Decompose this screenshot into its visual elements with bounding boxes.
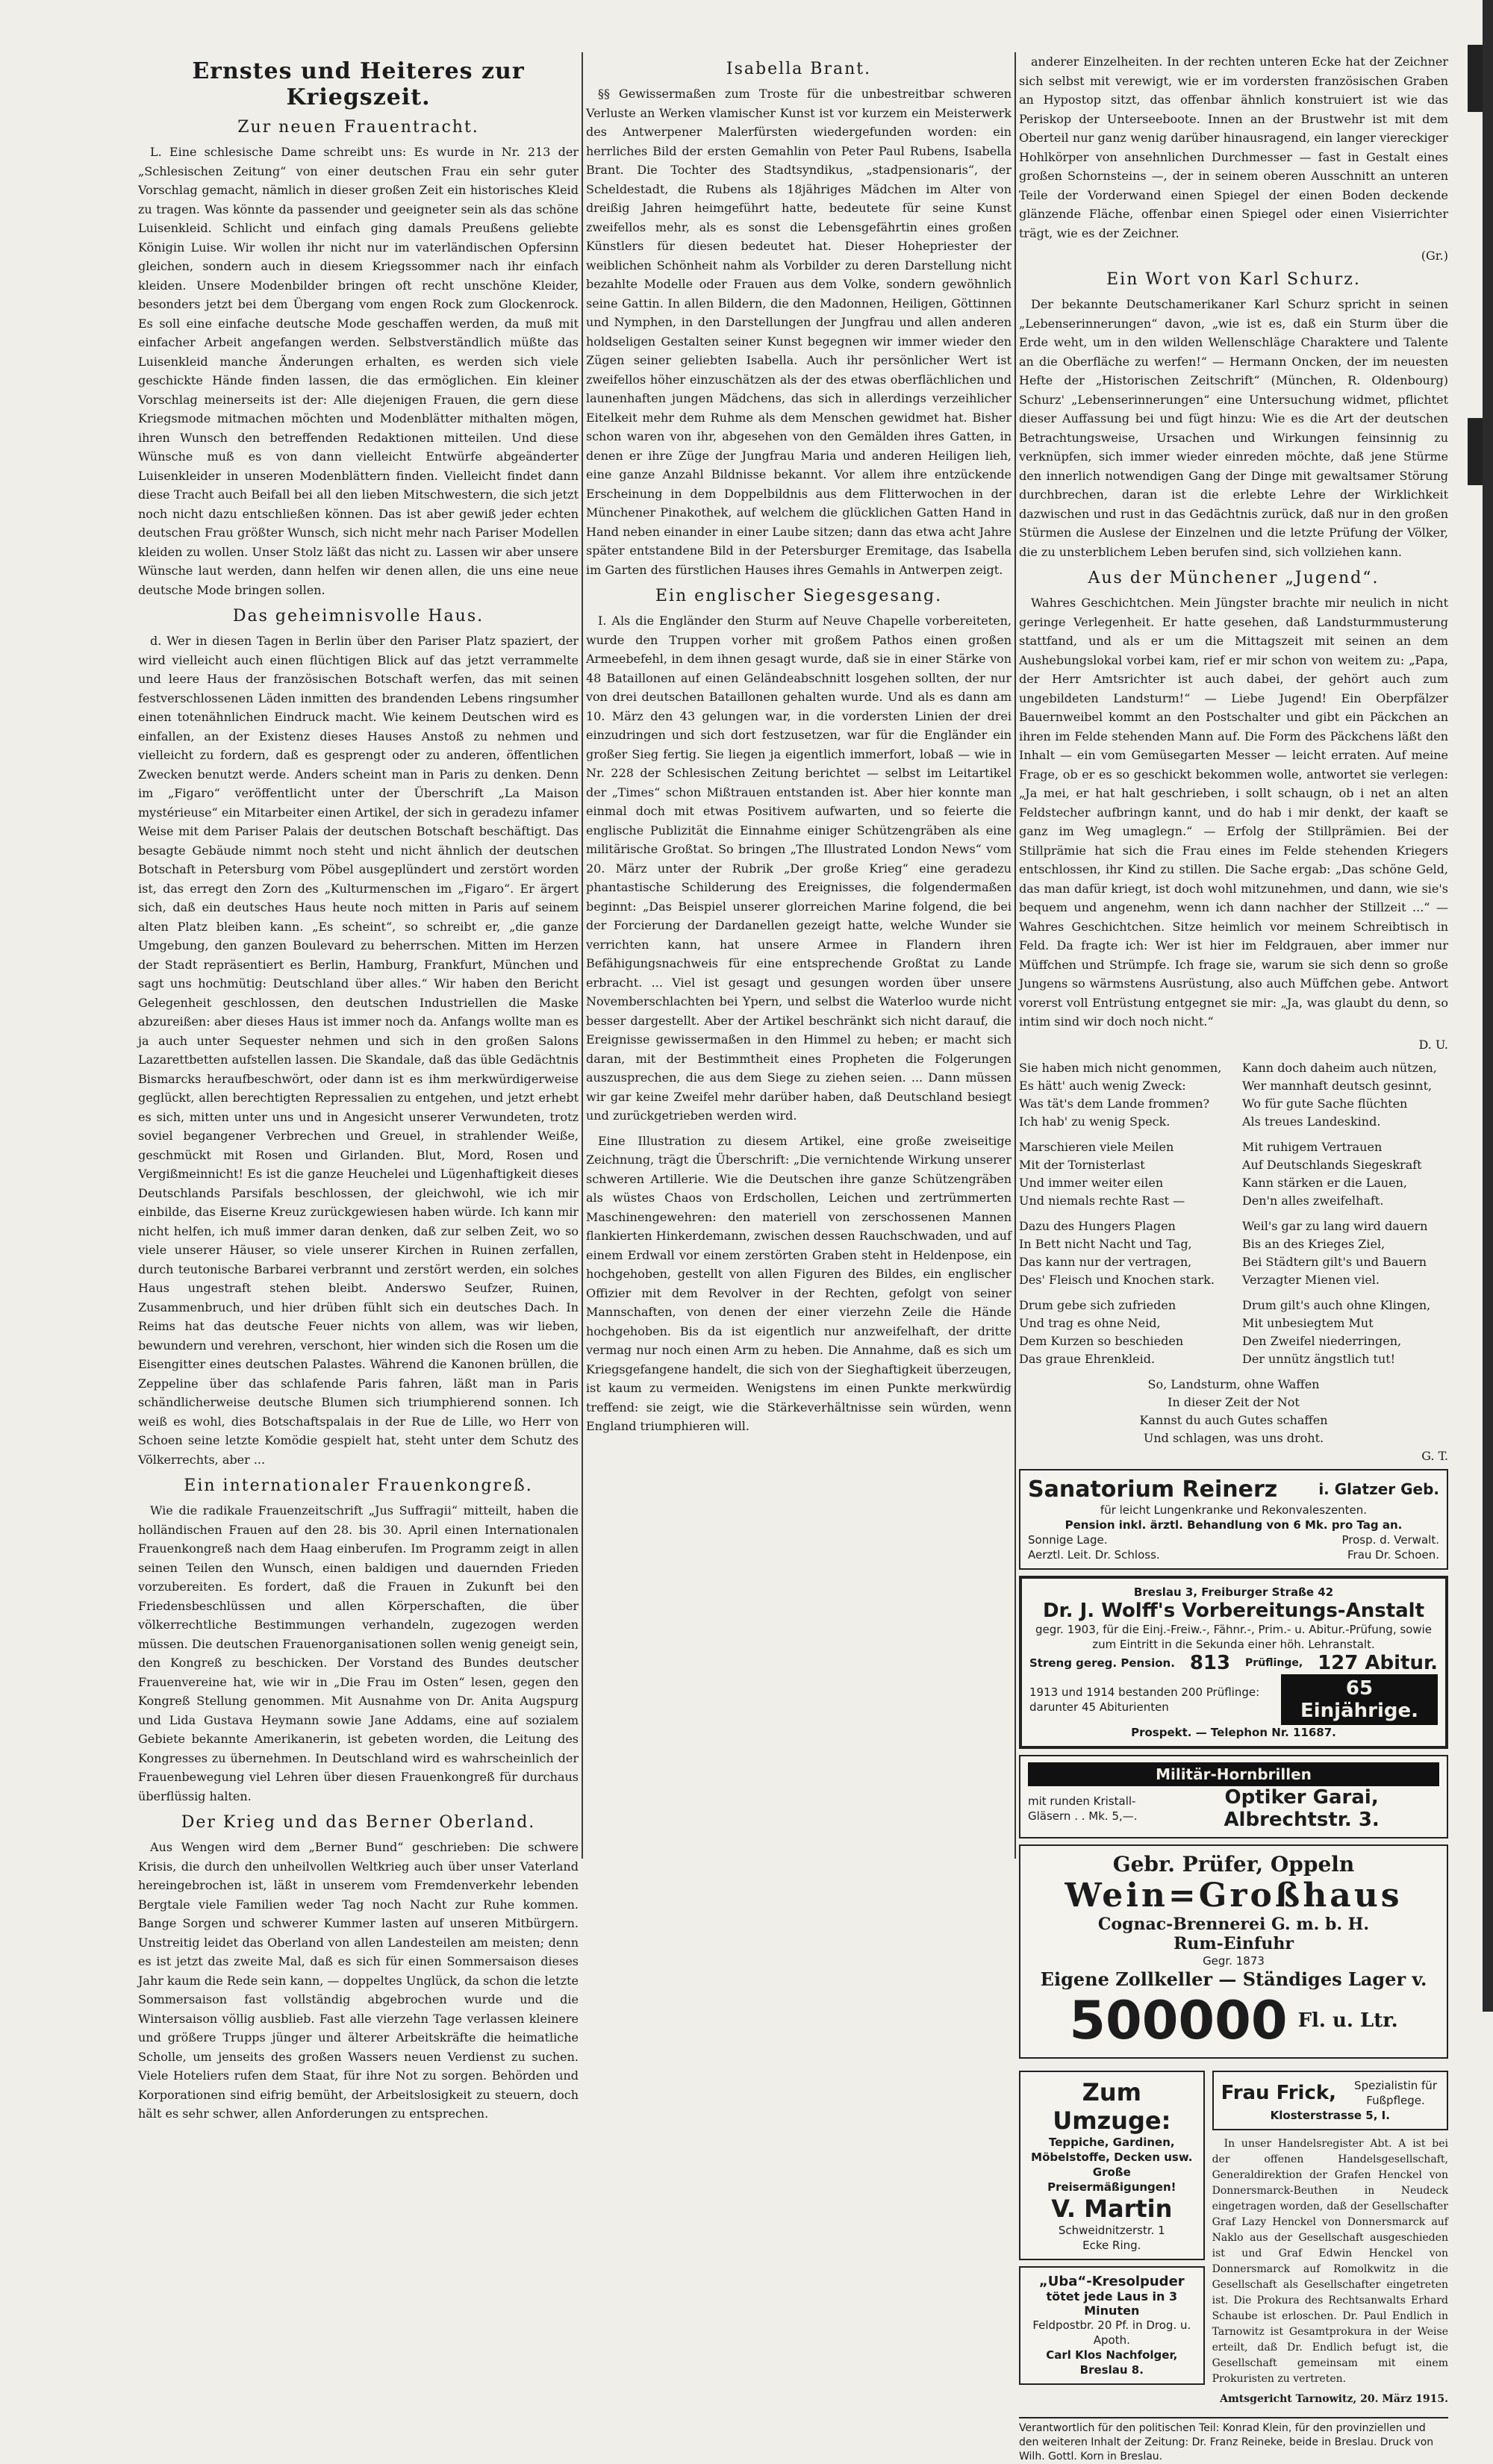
- article-body: Aus Wengen wird dem „Berner Bund“ geschrieben: Die schwere Krisis, die durch den unheilvollen Weltkrieg auch über unser Vaterland hereingebrochen ist, läßt in unserem vom Fremdenverkehr lebenden Bergtale viele Familien weder Tag noch Nacht zur Ruhe kommen. Bange Sorgen und schwerer Kummer lasten auf unseren Mitbürgern. Unstreitig leidet das Oberland von allen Landesteilen am meisten; denn es ist jetzt das zweite Mal, daß es sich für einen Sommersaison dieses Jahr kaum die Rede sein kann, — doppeltes Unglück, da schon die letzte Sommersaison fast vollständig abgebrochen wurde und die Wintersaison völlig ausblieb. Fast alle vierzehn Tage verlassen kleinere und größere Trupps jünger und älterer Arbeitskräfte die heimatliche Scholle, um jenseits des großen Wassers neuen Verdienst zu suchen. Viele Hoteliers rufen dem Staat, für ihre Not zu sorgen. Behörden und Korporationen sind eifrig bemüht, der Arbeitslosigkeit zu steuern, doch hält es sehr schwer, allen Anforderungen zu entsprechen.: [138, 1840, 579, 2121]
- poem-closing: So, Landsturm, ohne Waffen In dieser Zeit der Not Kannst du auch Gutes schaffen Und schlagen, was uns droht.: [1139, 1376, 1328, 1445]
- ad-text: mit runden Kristall-Gläsern . . Mk. 5,—.: [1028, 1794, 1138, 1823]
- ad-kresolpuder: [1019, 2266, 1205, 2385]
- ad-text: Ecke Ring.: [1082, 2238, 1141, 2252]
- ad-heading: Gebr. Prüfer, Oppeln: [1112, 1851, 1355, 1877]
- article-body: I. Als die Engländer den Sturm auf Neuve Chapelle vorbereiteten, wurde den Truppen vorher mit großem Pathos einen großen Armeebefehl, in dem ihnen gesagt wurde, daß sie in einer Stärke von 48 Bataillonen auf einen Geländeabschnitt losgehen sollten, der nur von drei deutschen Bataillonen gehalten wurde. Und als es dann am 10. März den 43 gelungen war, in die vordersten Linien der drei einzudringen und sich dort festzusetzen, war für die Engländer ein großer Sieg fertig. Sie liegen ja eigentlich immerfort, lobaß — wie in Nr. 228 der Schlesischen Zeitung berichtet — selbst im Leitartikel der „Times“ schon Mißtrauen entstanden ist. Aber hier konnte man einmal doch mit etwas Positivem aufwarten, und so feierte die englische Publizität die Einnahme einiger Schützengräben als eine militärische Großtat. So bringen „The Illustrated London News“ vom 20. März unter der Rubrik „Der große Krieg“ eine geradezu phantastische Schilderung des Ereignisses, die folgendermaßen beginnt: „Das Beispiel unserer glorreichen Marine folgend, die bei der Forcierung der Dardanellen gezeigt hatte, welche Wunder sie verrichten kann, hat unsere Armee in Flandern ihren Befähigungsnachweis für eine entsprechende Großtat zu Lande erbracht. ... Viel ist gesagt und gesungen worden über unsere Novemberschlachten bei Ypern, und selbst die Waterloo wurde nicht besser dargestellt. Aber der Artikel beschränkt sich nicht darauf, die Ereignisse gewissermaßen in den Himmel zu heben; er macht sich daran, mit der Bestimmtheit eines Propheten die Folgerungen auszusprechen, die aus dem Siege zu ziehen seien. ... Dann müssen wir gar keine Zweifel mehr darüber haben, daß Deutschland besiegt und zurückgetrieben werden wird.: [586, 614, 1012, 1123]
- ad-address: Breslau 3, Freiburger Straße 42: [1133, 1585, 1334, 1599]
- article-title: Ein englischer Siegesgesang.: [655, 587, 943, 605]
- ad-number: 500000: [1069, 1989, 1288, 2051]
- page-edge-mark: [1468, 45, 1483, 112]
- ad-heading: Umzuge:: [1053, 2106, 1171, 2135]
- ad-text: Sonnige Lage.: [1028, 1532, 1108, 1547]
- ad-heading: „Uba“-Kresolpuder: [1038, 2273, 1185, 2289]
- ad-text: Große Preisermäßigungen!: [1047, 2165, 1176, 2194]
- ad-number: 813: [1189, 1651, 1231, 1674]
- page-edge-mark: [1468, 418, 1483, 485]
- ad-text: tötet jede Laus in 3 Minuten: [1046, 2289, 1178, 2318]
- masthead: Ernstes und Heiteres zur Kriegszeit.: [192, 58, 525, 110]
- ad-heading: Zum: [1082, 2077, 1141, 2106]
- article-body: d. Wer in diesen Tagen in Berlin über den Pariser Platz spaziert, der wird vielleicht auch einen flüchtigen Blick auf das jetzt verrammelte und leere Haus der französischen Botschaft werfen, das mit seinen festverschlossenen Läden inmitten des brandenden Lebens ringsumher einen totenähnlichen Eindruck macht. Wie keinem Deutschen wird es einfallen, an der Existenz dieses Hauses Anstoß zu nehmen und vielleicht zu fordern, daß es gesprengt oder zu anderen, öffentlichen Zwecken benutzt werde. Anders scheint man in Paris zu denken. Denn im „Figaro“ veröffentlicht unter der Überschrift „La Maison mystérieuse“ ein Mitarbeiter einen Artikel, der sich in geradezu infamer Weise mit dem Pariser Palais der deutschen Botschaft beschäftigt. Das besagte Gebäude nimmt noch steht und nicht ähnlich der deutschen Botschaft in Petersburg vom Pöbel ausgeplündert und zerstört worden ist, das erregt den Zorn des „Kulturmenschen im „Figaro“. Er ärgert sich, daß ein deutsches Haus heute noch mitten in Paris auf seinem alten Platz bleiben kann. „Es scheint“, so schreibt er, „die ganze Umgebung, den ganzen Boulevard zu beherrschen. Mitten im Herzen der Stadt repräsentiert es Berlin, Hamburg, Frankfurt, München und sagt uns hochmütig: Deutschland über alles.“ Wir haben den Bericht Gelegenheit geschlossen, den deutschen Industriellen die Maske abzureißen: aber dieses Haus ist immer noch da. Anfangs wollte man es ja auch unter Sequester nehmen und sich in den großen Salons Lazarettbetten aufstellen lassen. Die Skandale, daß das üble Gedächtnis Bismarcks heraufbeschwört, oder dann ist es ihm merkwürdigerweise geglückt, allen berechtigten Repressalien zu entgehen, und jetzt erhebt es sich, mitten unter uns und in Angesicht unserer Verwundeten, trotz soviel begangener Verbrechen und Greuel, in strahlender Weiße, geschmückt mit Rosen und Girlanden. Blut, Mord, Rosen und Vergißmeinnicht! Es ist die ganze Heuchelei und Lügenhaftigkeit dieses Deutschlands Parsifals beschlossen, der gleichwohl, wie ich mir einbilde, das Eiserne Kreuz zurückgewiesen haben würde. Ich kann mir nicht helfen, ich muß immer daran denken, daß zur selben Zeit, wo so viele unserer Häuser, so viele unserer Kirchen in Ruinen zerfallen, durch teutonische Barbarei verbrannt und zerstört werden, ein solches Haus ungestraft stehen bleibt. Anderswo Seufzer, Ruinen, Zusammenbruch, und hier drüben fühlt sich ein deutsches Dach. In Reims hat das deutsche Feuer nichts von allem, was wir lieben, bewundern und verehren, verschont, hier winden sich die Rosen um die Eisengitter eines deutschen Palastes. Während die Kanonen brüllen, die Zeppeline über das schlafende Paris fahren, läßt man in Paris schändlicherweise deutsche Blumen sich triumphierend sonnen. Ich weiß es wohl, dies Botschaftspalais in der Rue de Lille, wo Herr von Schoen seine letzte Komödie gespielt hat, steht unter dem Schutz des Völkerrechts, aber ...: [138, 634, 579, 1467]
- column-rule: [1014, 52, 1016, 1859]
- register-signature: Amtsgericht Tarnowitz, 20. März 1915.: [1220, 2392, 1448, 2405]
- ad-heading: Sanatorium Reinerz: [1028, 1476, 1278, 1503]
- ad-moving-sale: [1019, 2071, 1205, 2260]
- ad-text: Rum-Einfuhr: [1173, 1933, 1294, 1953]
- ad-text: Pension inkl. ärztl. Behandlung von 6 Mk. pro Tag an.: [1065, 1518, 1403, 1532]
- signature: G. T.: [1421, 1448, 1448, 1463]
- ad-heading: Optiker Garai, Albrechtstr. 3.: [1224, 1785, 1380, 1831]
- poem-stanzas: [1019, 1059, 1448, 1131]
- poem-stanzas: [1019, 1297, 1448, 1368]
- ad-text: für leicht Lungenkranke und Rekonvaleszenten.: [1100, 1503, 1368, 1517]
- poem-stanza: Sie haben mich nicht genommen, Es hätt' auch wenig Zweck: Was tät's dem Lande frommen? Ich hab' zu wenig Speck.: [1019, 1060, 1222, 1129]
- poem-stanza: Drum gebe sich zufrieden Und trag es ohne Neid, Dem Kurzen so beschieden Das graue Ehrenkleid.: [1019, 1297, 1184, 1366]
- article-title: Aus der Münchener „Jugend“.: [1088, 569, 1380, 587]
- article-body: Eine Illustration zu diesem Artikel, eine große zweiseitige Zeichnung, trägt die Überschrift: „Die vernichtende Wirkung unserer schweren Artillerie. Wie die Deutschen ihre ganze Schützengräben als wüstes Chaos von Erdschollen, Leichen und zertrümmerten Maschinengewehren: den materiell von zerschossenen Mannen flankierten Hinkerdemann, zwischen dessen Rauchschwaden, und auf einem Erdwall vor einem zerstörten Graben steht in Heldenpose, ein hochgehoben, gestellt von allen Figuren des Bildes, ein englischer Offizier mit dem Revolver in der Rechten, gefolgt von seiner Mannschaften, von denen der einer vierzehn Zeile die Hände hochgehoben. Bis da ist eigentlich nur anzweifelhaft, der dritte vermag nur noch einen Arm zu heben. Die Annahme, daß es sich um Kriegsgefangene handelt, die sich von der Sieghaftigkeit überzeugen, ist kaum zu vermeiden. Wenigstens im einen Punkte merkwürdig treffend: sie zeigt, wie die Stärkeverhältnisse sein würden, wenn England triumphieren will.: [586, 1133, 1012, 1433]
- ad-sanatorium: [1019, 1469, 1448, 1570]
- article-title: Isabella Brant.: [726, 60, 872, 78]
- ad-heading: V. Martin: [1051, 2194, 1173, 2223]
- ad-number: 127 Abitur.: [1318, 1651, 1438, 1674]
- ad-footer: Prospekt. — Telephon Nr. 11687.: [1131, 1725, 1336, 1739]
- ad-address: Klosterstrasse 5, I.: [1270, 2108, 1390, 2122]
- poem-stanza: Dazu des Hungers Plagen In Bett nicht Nacht und Tag, Das kann nur der vertragen, Des' Fleisch und Knochen stark.: [1019, 1218, 1215, 1287]
- ad-heading: Militär-Hornbrillen: [1028, 1762, 1439, 1786]
- article-body: Der bekannte Deutschamerikaner Karl Schurz spricht in seinen „Lebenserinnerungen“ davon, „wie ist es, daß ein Sturm über die Erde weht, um in den wilden Wellenschläge Charaktere und Talente an die Oberfläche zu werfen!“ — Hermann Oncken, der im neuesten Hefte der „Historischen Zeitschrift“ (München, R. Oldenbourg) Schurz' „Lebenserinnerungen“ eine Untersuchung widmet, pflichtet dieser Auffassung bei und fügt hinzu: Wie es die Art der deutschen Betrachtungsweise, Ursachen und Wirkungen feinsinnig zu verknüpfen, sich immer wieder einreden möchte, daß jene Stürme den innerlich notwendigen Gang der Dinge mit gewaltsamer Störung durchbrechen, daran ist die erlebte Lehre der Wirklichkeit dazwischen und rust in das Gedächtnis zurück, daß nur in den großen Stürmen die Auslese der Einzelnen und die letzte Prüfung der Völker, die zu unsterblichem Leben berufen sind, sich vollziehen kann.: [1019, 297, 1448, 559]
- column-rule: [582, 52, 583, 1859]
- column-3: [1019, 52, 1448, 2463]
- article-body: Wie die radikale Frauenzeitschrift „Jus Suffragii“ mitteilt, haben die holländischen Frauen auf den 28. bis 30. April einen Internationalen Frauenkongreß nach dem Haag einberufen. Im Programm zeigt in allen seinen Teilen den Wunsch, einen baldigen und dauernden Frieden vorzubereiten. Es fordert, daß die Frauen in Zukunft bei den Friedensbeschlüssen und allen Körperschaften, die über völkerrechtliche Bestimmungen verhandeln, zugezogen werden müssen. Die deutschen Frauenorganisationen sollen wenig geneigt sein, den Kongreß zu beschicken. Der Vorstand des Bundes deutscher Frauenvereine hat, wie wir in „Die Frau im Osten“ lesen, gegen den Kongreß Stellung genommen. Mit Ausnahme von Dr. Anita Augspurg und Lida Gustava Heymann sowie Jane Addams, eine auf sozialem Gebiete bekannte Amerikanerin, ist gebeten worden, die Leitung des Kongresses zu übernehmen. In Deutschland wird es wahrscheinlich der Frauenbewegung viel Lehren über diesen Frauenkongreß für durchaus überflüssig halten.: [138, 1503, 579, 1803]
- article-body: L. Eine schlesische Dame schreibt uns: Es wurde in Nr. 213 der „Schlesischen Zeitung“ von einer deutschen Frau ein sehr guter Vorschlag gemacht, nämlich in dieser großen Zeit ein historisches Kleid zu tragen. Was könnte da passender und geeigneter sein als das schöne Luisenkleid. Schlicht und einfach ging damals Preußens geliebte Königin Luise. Wir wollen ihr nicht nur im vaterländischen Opfersinn gleichen, sondern auch in diesem Kriegssommer nach ihr einfach kleiden. Unsere Modenbilder bringen oft recht unschöne Kleider, besonders jetzt bei dem Übergang vom engen Rock zum Glockenrock. Es soll eine einfache deutsche Mode geschaffen werden, da muß mit einfacher Arbeit angefangen werden. Selbstverständlich müßte das Luisenkleid manche Änderungen erhalten, es werden sich viele geschickte Hände finden lassen, die das ermöglichen. Ein kleiner Vorschlag meinerseits ist der: Alle diejenigen Frauen, die gern diese Kriegsmode mitmachen möchten und Modenblätter mithalten mögen, ihren Wunsch den betreffenden Redaktionen mitteilen. Und diese Wünsche muß es von dann vielleicht Entwürfe abgeänderter Luisenkleider in unseren Modenblättern finden. Vielleicht findet dann diese Tracht auch Beifall bei all den lieben Mitschwestern, die sich jetzt noch nicht dazu entschließen können. Das ist aber gewiß jeder echten deutschen Frau größter Wunsch, sich nicht mehr nach Pariser Modellen kleiden zu wollen. Unser Stolz läßt das nicht zu. Lassen wir aber unsere Wünsche laut werden, dann helfen wir denen allen, die uns eine neue deutsche Mode bringen sollen.: [138, 145, 579, 597]
- ad-text: Aerztl. Leit. Dr. Schloss.: [1028, 1547, 1160, 1562]
- poem-stanzas: [1019, 1138, 1448, 1210]
- poem-stanza: Weil's gar zu lang wird dauern Bis an des Krieges Ziel, Bei Städtern gilt's und Bauern Verzagter Mienen viel.: [1242, 1218, 1428, 1287]
- signature: (Gr.): [1421, 249, 1448, 263]
- ad-optiker: [1019, 1755, 1448, 1838]
- page-edge: [1483, 0, 1493, 2012]
- ad-text: Frau Dr. Schoen.: [1347, 1547, 1439, 1562]
- ad-text: gegr. 1903, für die Einj.-Freiw.-, Fähnr.-, Prim.- u. Abitur.-Prüfung, sowie zum Eintritt in die Sekunda einer höh. Lehranstalt.: [1035, 1622, 1433, 1651]
- imprint: Verantwortlich für den politischen Teil: Konrad Klein, für den provinziellen und den weiteren Inhalt der Zeitung: Dr. Franz Reineke, beide in Breslau. Druck von Wilh. Gottl. Korn in Breslau.: [1019, 2417, 1448, 2464]
- ad-text: Eigene Zollkeller — Ständiges Lager v.: [1040, 1968, 1427, 1990]
- poem-stanzas: [1019, 1217, 1448, 1289]
- signature: D. U.: [1418, 1037, 1448, 1052]
- ad-heading: Frau Frick,: [1221, 2081, 1337, 2104]
- poem-stanza: Marschieren viele Meilen Mit der Tornisterlast Und immer weiter eilen Und niemals rechte Rast —: [1019, 1139, 1185, 1208]
- poem-stanza: Drum gilt's auch ohne Klingen, Mit unbesiegtem Mut Den Zweifel niederringen, Der unnütz ängstlich tut!: [1242, 1297, 1431, 1366]
- ad-text: Prüflinge,: [1245, 1656, 1303, 1669]
- ad-text: Feldpostbr. 20 Pf. in Drog. u. Apoth.: [1032, 2318, 1191, 2347]
- ad-text: Streng gereg. Pension.: [1029, 1656, 1175, 1670]
- article-title: Ein internationaler Frauenkongreß.: [184, 1476, 533, 1495]
- ad-text: Spezialistin für Fußpflege.: [1354, 2078, 1437, 2107]
- poem-stanza: Kann doch daheim auch nützen, Wer mannhaft deutsch gesinnt, Wo für gute Sache flüchten Als treues Landeskind.: [1242, 1060, 1437, 1129]
- article-body: Wahres Geschichtchen. Mein Jüngster brachte mir neulich in nicht geringe Verlegenheit. Er hatte gesehen, daß Landsturmmusterung stattfand, und als er um die Mittagszeit mit seinen an dem Aushebungslokal vorbei kam, rief er mir schon von weitem zu: „Papa, der Herr Amtsrichter ist auch dabei, der gehört auch zum ungebildeten Landsturm!“ — Liebe Jugend! Ein Oberpfälzer Bauernweibel kommt an den Postschalter und gibt ein Päckchen an ihren im Felde stehenden Mann auf. Die Form des Päckchens läßt den Inhalt — ein vom Gemüsegarten Messer — leicht erraten. Auf meine Frage, ob er es so geschickt bekommen wolle, antwortet sie verlegen: „Ja mei, er hat halt geschrieben, i sollt schaugn, ob i net an alten Feldstecher aufbringn kannt, und do hab i mir denkt, der kaaft se ganz im Weg umaglegn.“ — Erfolg der Stillprämien. Bei der Stillprämie hat sich die Frau eines im Felde stehenden Kriegers entschlossen, ihr Kind zu stillen. Die Sache ergab: „Das schöne Geld, das man dafür kriegt, ist doch wohl mitzunehmen, und dann, wie sie's bequem und angenehm, wenn ich dann nachher der Stillzeit ...“ — Wahres Geschichtchen. Sitze heimlich vor meinem Schreibtisch in Feld. Da fragte ich: Wer ist hier im Feldgrauen, aber immer nur Müffchen und Strümpfe. Ich frage sie, warum sie sich denn so große Jungens so wärmstens Ausrüstung, also auch Müffchen gebe. Antwort vorerst voll Entrüstung entgegnet sie mir: „Ja, was glaubt du denn, so intim sind wir doch noch nicht.“: [1019, 596, 1448, 1029]
- ad-heading: Dr. J. Wolff's Vorbereitungs-Anstalt: [1042, 1599, 1425, 1622]
- ad-frau-frick: [1212, 2071, 1448, 2130]
- article-title: Das geheimnisvolle Haus.: [232, 607, 484, 626]
- ad-number: 65 Einjährige.: [1281, 1674, 1438, 1725]
- column-1: [138, 52, 579, 2121]
- article-title: Der Krieg und das Berner Oberland.: [181, 1813, 536, 1832]
- ad-text: Teppiche, Gardinen, Möbelstoffe, Decken usw.: [1031, 2135, 1193, 2164]
- ad-text: Prosp. d. Verwalt.: [1341, 1532, 1439, 1547]
- ad-text: Gegr. 1873: [1203, 1953, 1265, 1968]
- article-body: anderer Einzelheiten. In der rechten unteren Ecke hat der Zeichner sich selbst mit verewigt, wie er im vordersten französischen Graben an Hypostop sitzt, das offenbar ähnlich konstruiert ist wie das Periskop der Unterseeboote. Innen an der Brustwehr ist mit dem Oberteil nur ganz wenig darüber hinausragend, ein langer viereckiger Hohlkörper von ansehnlichen Durchmesser — fast in Gestalt eines großen Schornsteins —, der in seinem oberen Ausschnitt an unteren Teile der Vorderwand einen Spiegel der einen Boden deckende glänzende Fläche, offenbar einen Spiegel oder einen Visierrichter trägt, wie es der Zeichner.: [1019, 54, 1448, 240]
- article-title: Ein Wort von Karl Schurz.: [1106, 270, 1361, 289]
- register-notice: In unser Handelsregister Abt. A ist bei der offenen Handelsgesellschaft, Generaldirektion der Grafen Henckel von Donnersmarck-Beuthen in Neudeck eingetragen worden, daß der Gesellschafter Graf Lazy Henckel von Donnersmarck auf Naklo aus der Gesellschaft ausgeschieden ist und Graf Edwin Henckel von Donnersmarck auf Romolkwitz in die Gesellschaft als Gesellschafter eingetreten ist. Die Prokura des Rechtsanwalts Erhard Schaube ist erloschen. Dr. Paul Endlich in Tarnowitz ist Gesamtprokura in der Weise erteilt, daß Dr. Endlich befugt ist, die Gesellschaft gemeinsam mit einem Prokuristen zu vertreten.: [1212, 2137, 1448, 2385]
- ad-text: Cognac-Brennerei G. m. b. H.: [1097, 1914, 1370, 1934]
- article-body: §§ Gewissermaßen zum Troste für die unbestreitbar schweren Verluste an Werken vlamischer Kunst ist vor kurzem ein Meisterwerk des Antwerpener Malerfürsten wiedergefunden worden: ein herrliches Bild der ersten Gemahlin von Peter Paul Rubens, Isabella Brant. Die Tochter des Stadtsyndikus, „stadpensionaris“, der Scheldestadt, die Rubens als 18jähriges Mädchen im Alter von dreißig Jahren heimgeführt hatte, bedeutete für seine Kunst zweifellos mehr, als es sonst die Lebensgefährtin eines großen Künstlers für diesen bedeutet hat. Dieser Hohepriester der weiblichen Schönheit nahm als Vorbilder zu deren Darstellung nicht bezahlte Modelle oder Frauen aus dem Volke, sondern gewöhnlich seine Gattin. In allen Bildern, die den Madonnen, Heiligen, Göttinnen und Nymphen, in den Darstellungen der Jungfrau und allen anderen holdseligen Gestalten seiner Kunst begegnen wir immer wieder den Zügen seiner geliebten Isabella. Auch ihr persönlicher Wert ist zweifellos höher einzuschätzen als der des etwas oberflächlichen und launenhaften jungen Mädchens, das sich in allerdings verzeihlicher Eitelkeit mehr dem Ruhme als dem Menschen gewidmet hat. Bisher schon waren von ihr, abgesehen von den Gemälden ihres Gatten, in denen er ihre Züge der Jungfrau Maria und anderen Heiligen lieh, eine ganze Anzahl Bildnisse bekannt. Vor allem ihre entzückende Erscheinung in dem Doppelbildnis aus dem Flitterwochen in der Münchener Pinakothek, auf welchem die glücklichen Gatten Hand in Hand neben einander in einer Laube sitzen; dann das etwa acht Jahre später entstandene Bild in der Petersburger Eremitage, das Isabella im Garten des fürstlichen Hauses ihres Gemahls in Antwerpen zeigt.: [586, 87, 1012, 577]
- ad-wine-house: [1019, 1844, 1448, 2059]
- column-2: [586, 52, 1012, 1903]
- ad-text: 1913 und 1914 bestanden 200 Prüflinge: darunter 45 Abiturienten: [1029, 1685, 1260, 1714]
- article-title: Zur neuen Frauentracht.: [237, 118, 479, 137]
- ad-text: Carl Klos Nachfolger, Breslau 8.: [1046, 2348, 1178, 2377]
- ad-wolff-school: [1019, 1576, 1448, 1749]
- ad-text: Schweidnitzerstr. 1: [1058, 2223, 1165, 2237]
- ad-heading: Wein=Großhaus: [1065, 1876, 1403, 1915]
- ad-text: Fl. u. Ltr.: [1297, 2009, 1398, 2032]
- ad-subheading: i. Glatzer Geb.: [1318, 1480, 1439, 1498]
- poem-stanza: Mit ruhigem Vertrauen Auf Deutschlands Siegeskraft Kann stärken er die Lauen, Den'n alles zweifelhaft.: [1242, 1139, 1422, 1208]
